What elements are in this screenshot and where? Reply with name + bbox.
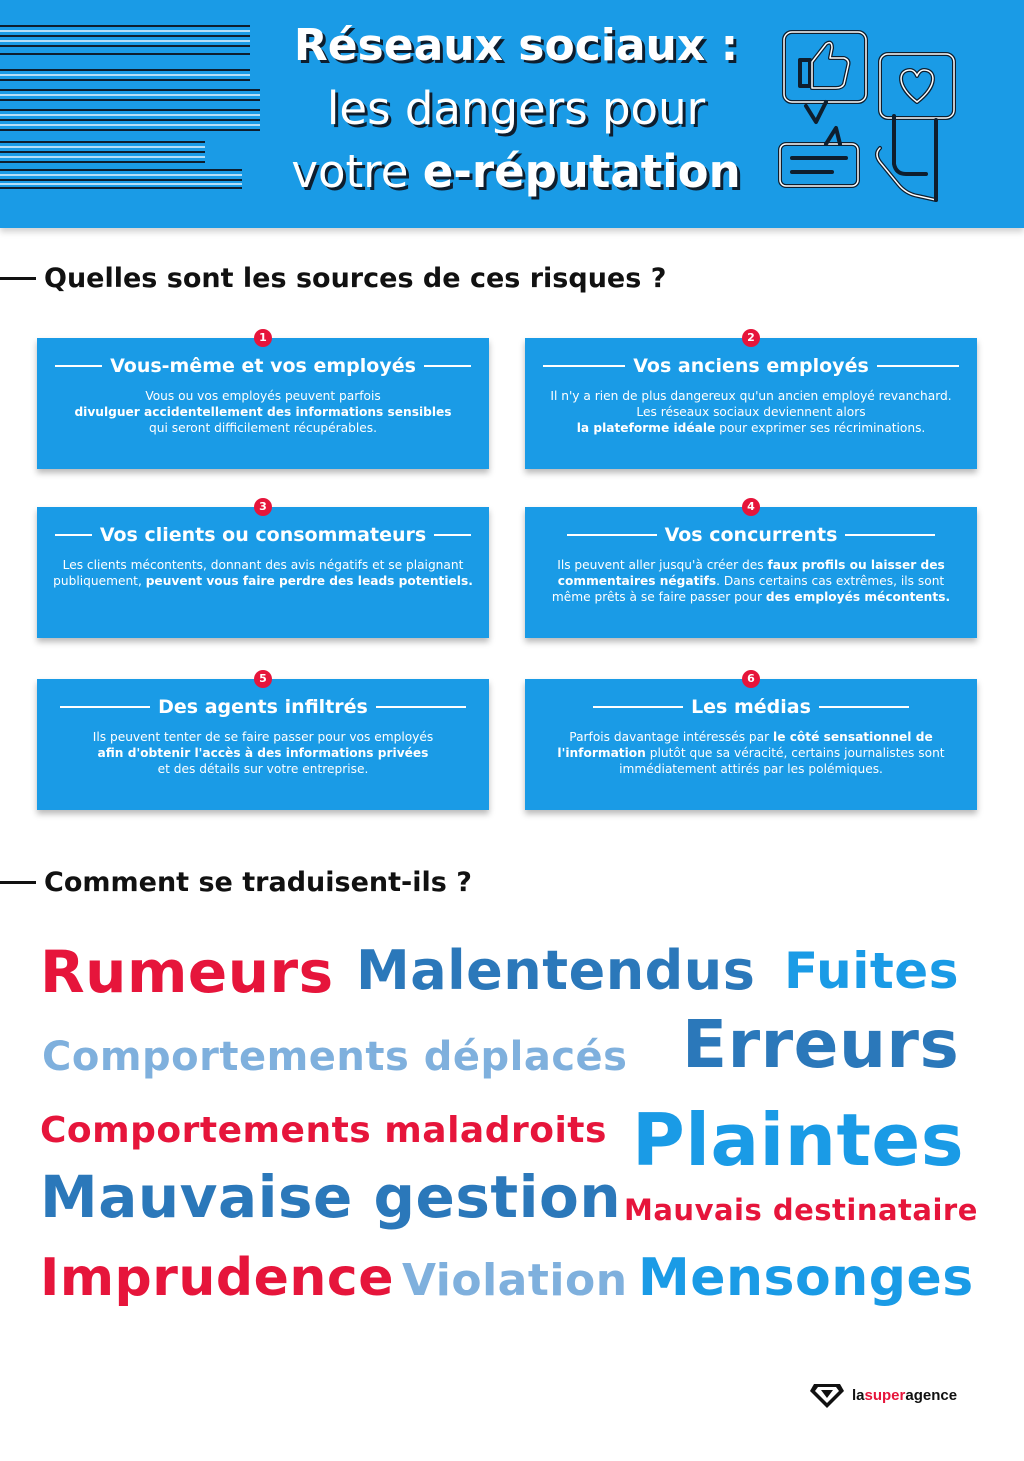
section-heading-text: Quelles sont les sources de ces risques ? [44, 262, 667, 294]
card-text: pour exprimer ses récriminations. [715, 421, 926, 435]
card-text-bold: peuvent vous faire perdre des leads potentiels. [145, 574, 473, 588]
card-rule-right [877, 365, 959, 367]
card-text-bold: divulguer accidentellement des informations sensibles [74, 405, 452, 419]
title-line-3-bold: e-réputation [422, 145, 741, 198]
card-text: et des détails sur votre entreprise. [157, 762, 369, 776]
word-comportements-deplaces: Comportements déplacés [42, 1034, 628, 1080]
card-body [539, 557, 963, 605]
risk-card-4 [525, 500, 977, 638]
card-text-bold: la plateforme idéale [576, 421, 716, 435]
word-plaintes: Plaintes [632, 1098, 965, 1182]
card-text: Parfois davantage intéressés par [569, 730, 774, 744]
title-line-3-prefix: votre [291, 145, 423, 198]
brand-name-part: super [864, 1386, 906, 1404]
card-number-badge: 1 [254, 329, 272, 347]
word-comportements-maladroits: Comportements maladroits [40, 1110, 607, 1151]
risk-card-2 [525, 331, 977, 469]
card-text: . Dans certains cas extrêmes, ils sont même prêts à se faire passer pour [551, 574, 945, 604]
risk-card-3 [37, 500, 489, 638]
card-text: qui seront difficilement récupérables. [149, 421, 377, 435]
card-text-bold: des employés mécontents. [765, 590, 951, 604]
thumbs-up-icon [784, 32, 866, 122]
card-text: plutôt que sa véracité, certains journalistes sont immédiatement attirés par les polémiques. [619, 746, 945, 776]
card-rule-left [55, 534, 92, 536]
card-rule-left [567, 534, 657, 536]
word-malentendus: Malentendus [356, 939, 756, 1002]
card-text-bold: le côté sensationnel de l'information [557, 730, 933, 760]
card-rule-left [55, 365, 102, 367]
risk-card-1 [37, 331, 489, 469]
card-rule-right [434, 534, 471, 536]
risk-card-6 [525, 672, 977, 810]
card-text: Il n'y a rien de plus dangereux qu'un ancien employé revanchard. Les réseaux sociaux deviennent alors [550, 389, 952, 419]
hand-phone-icon [877, 116, 936, 200]
heading-dash [0, 277, 36, 280]
chat-bubble-icon [780, 128, 858, 186]
card-number-badge: 2 [742, 329, 760, 347]
brand-name-part: agence [905, 1386, 958, 1404]
card-text: Les clients mécontents, donnant des avis négatifs et se plaignant publiquement, [53, 558, 464, 588]
section-heading-text: Comment se traduisent-ils ? [44, 866, 472, 898]
title-line-2: les dangers pour [326, 82, 706, 135]
card-title: Des agents infiltrés [158, 696, 368, 718]
word-fuites: Fuites [784, 942, 959, 1000]
word-mensonges: Mensonges [638, 1248, 974, 1308]
card-body [51, 388, 475, 436]
card-header [37, 696, 489, 718]
card-header [525, 696, 977, 718]
card-body [539, 729, 963, 777]
heading-dash [0, 881, 36, 884]
card-text: Vous ou vos employés peuvent parfois [145, 389, 381, 403]
card-body [539, 388, 963, 436]
card-title: Les médias [691, 696, 811, 718]
card-text: Ils peuvent tenter de se faire passer pour vos employés [92, 730, 434, 744]
card-body [51, 729, 475, 777]
card-rule-right [819, 706, 909, 708]
page-title [262, 20, 770, 198]
card-rule-left [60, 706, 150, 708]
card-header [525, 355, 977, 377]
card-text-bold: faux profils ou laisser des commentaires négatifs [557, 558, 945, 588]
risk-card-5 [37, 672, 489, 810]
card-title: Vos concurrents [664, 524, 838, 546]
card-title: Vos anciens employés [633, 355, 869, 377]
section-heading-sources [0, 258, 666, 298]
card-number-badge: 6 [742, 670, 760, 688]
title-line-3 [262, 145, 770, 198]
heart-icon [880, 54, 954, 118]
brand-logo [808, 1380, 957, 1410]
decorative-stripes [0, 0, 260, 228]
social-media-illustration-icon [776, 24, 976, 214]
word-violation: Violation [402, 1255, 628, 1306]
section-heading-consequences [0, 862, 472, 902]
word-rumeurs: Rumeurs [40, 938, 334, 1006]
diamond-logo-icon [808, 1380, 846, 1410]
card-title: Vos clients ou consommateurs [99, 524, 427, 546]
title-line-1: Réseaux sociaux : [293, 20, 739, 71]
word-erreurs: Erreurs [682, 1006, 960, 1083]
brand-name [852, 1387, 957, 1404]
card-number-badge: 3 [254, 498, 272, 516]
card-header [525, 524, 977, 546]
card-rule-right [376, 706, 466, 708]
brand-name-part: la [852, 1386, 865, 1404]
card-text: Ils peuvent aller jusqu'à créer des [557, 558, 768, 572]
card-title: Vous-même et vos employés [110, 355, 416, 377]
card-rule-left [543, 365, 625, 367]
card-rule-left [593, 706, 683, 708]
card-text-bold: afin d'obtenir l'accès à des informations privées [97, 746, 429, 760]
header-banner [0, 0, 1024, 228]
card-number-badge: 4 [742, 498, 760, 516]
word-imprudence: Imprudence [40, 1248, 395, 1308]
card-rule-right [424, 365, 471, 367]
word-mauvais-destinataire: Mauvais destinataire [624, 1193, 978, 1227]
card-number-badge: 5 [254, 670, 272, 688]
word-mauvaise-gestion: Mauvaise gestion [40, 1163, 622, 1231]
card-body [51, 557, 475, 589]
card-header [37, 355, 489, 377]
card-header [37, 524, 489, 546]
card-rule-right [845, 534, 935, 536]
